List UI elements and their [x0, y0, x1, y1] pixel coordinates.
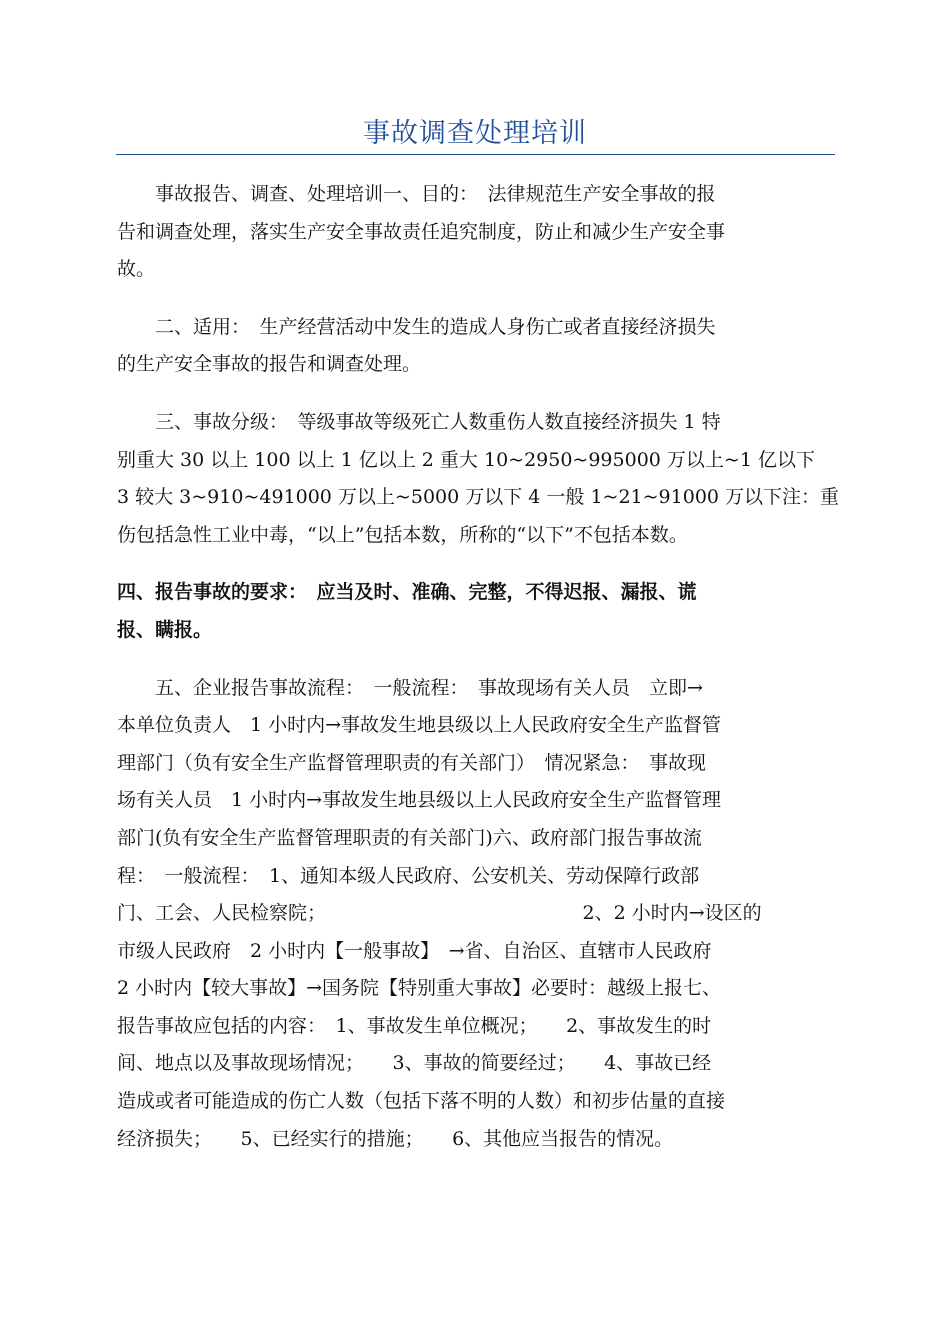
paragraph-scope — [117, 309, 834, 384]
text-line: 别重大 30 以上 100 以上 1 亿以上 2 重大 10~2950~995000 万以上~1 亿以下 — [117, 448, 815, 471]
paragraph-reporting-process — [117, 670, 834, 1159]
text-line: 场有关人员 1 小时内→事故发生地县级以上人民政府安全生产监督管理 — [117, 789, 722, 812]
text-line: 程： 一般流程： 1、通知本级人民政府、公安机关、劳动保障行政部 — [117, 864, 700, 887]
text-line: 故。 — [117, 258, 156, 281]
text-line: 告和调查处理，落实生产安全事故责任追究制度，防止和减少生产安全事 — [117, 220, 726, 243]
text-line: 四、报告事故的要求： 应当及时、准确、完整，不得迟报、漏报、谎 — [117, 581, 697, 604]
paragraph-purpose — [117, 176, 834, 289]
text-line: 间、地点以及事故现场情况； 3、事故的简要经过； 4、事故已经 — [117, 1052, 712, 1075]
text-line: 事故报告、调查、处理培训一、目的： 法律规范生产安全事故的报 — [155, 183, 716, 205]
text-line: 本单位负责人 1 小时内→事故发生地县级以上人民政府安全生产监督管 — [117, 714, 722, 737]
document-title: 事故调查处理培训 — [363, 118, 587, 149]
text-line: 部门(负有安全生产监督管理职责的有关部门)六、政府部门报告事故流 — [117, 826, 702, 849]
text-line: 理部门（负有安全生产监督管理职责的有关部门） 情况紧急： 事故现 — [117, 751, 707, 774]
text-line: 2 小时内【较大事故】→国务院【特别重大事故】必要时：越级上报七、 — [117, 977, 722, 1000]
title-underline — [116, 154, 835, 155]
text-line: 报告事故应包括的内容： 1、事故发生单位概况； 2、事故发生的时 — [117, 1014, 712, 1037]
text-line: 经济损失； 5、已经实行的措施； 6、其他应当报告的情况。 — [117, 1127, 674, 1150]
text-line: 报、瞒报。 — [117, 618, 213, 641]
text-line: 市级人民政府 2 小时内【一般事故】 →省、自治区、直辖市人民政府 — [117, 939, 712, 962]
text-line: 的生产安全事故的报告和调查处理。 — [117, 353, 422, 376]
text-line: 伤包括急性工业中毒，“以上”包括本数，所称的“以下”不包括本数。 — [117, 523, 688, 546]
paragraph-classification — [117, 404, 840, 554]
text-line: 二、适用： 生产经营活动中发生的造成人身伤亡或者直接经济损失 — [155, 315, 716, 338]
text-line: 造成或者可能造成的伤亡人数（包括下落不明的人数）和初步估量的直接 — [117, 1090, 726, 1113]
text-line: 3 较大 3~910~491000 万以上~5000 万以下 4 一般 1~21~91000 万以下注：重 — [117, 486, 840, 509]
text-line: 门、工会、人民检察院； 2、2 小时内→设区的 — [117, 902, 762, 925]
document-body — [117, 176, 840, 1178]
text-line: 三、事故分级： 等级事故等级死亡人数重伤人数直接经济损失 1 特 — [155, 410, 721, 433]
text-line: 五、企业报告事故流程： 一般流程： 事故现场有关人员 立即→ — [155, 676, 703, 699]
paragraph-requirements — [117, 574, 834, 649]
